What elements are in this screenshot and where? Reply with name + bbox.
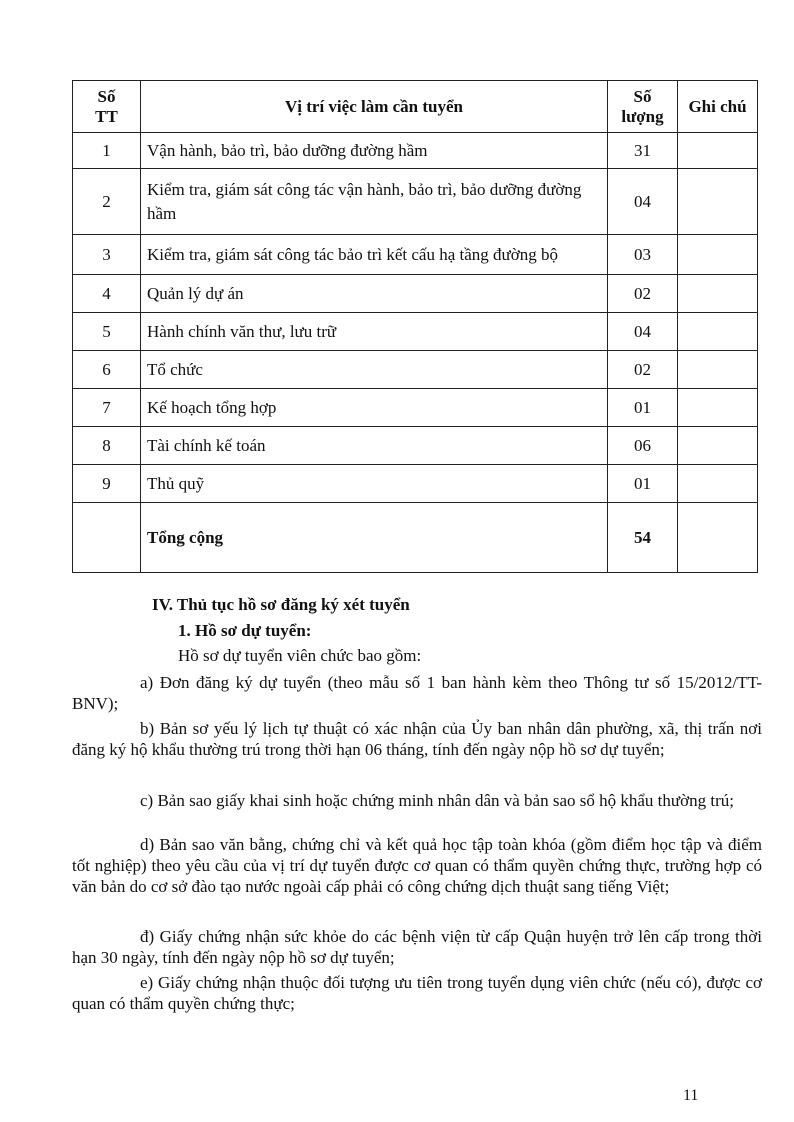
row-position: Kiểm tra, giám sát công tác bảo trì kết cấu hạ tầng đường bộ [141,235,608,275]
row-note [678,313,758,351]
paragraph-c: c) Bản sao giấy khai sinh hoặc chứng minh nhân dân và bản sao sổ hộ khẩu thường trú; [140,791,734,810]
row-stt: 2 [73,169,141,235]
header-stt [73,81,141,133]
row-position: Hành chính văn thư, lưu trữ [141,313,608,351]
total-stt [73,503,141,573]
row-note [678,275,758,313]
row-quantity: 01 [608,389,678,427]
table-total-row [73,503,758,573]
table-row [73,389,758,427]
row-note [678,169,758,235]
row-position: Quản lý dự án [141,275,608,313]
row-note [678,465,758,503]
row-stt: 5 [73,313,141,351]
header-stt-line1: Số [97,86,116,106]
table-row [73,427,758,465]
row-position: Tài chính kế toán [141,427,608,465]
row-quantity: 02 [608,351,678,389]
section-heading: IV. Thủ tục hồ sơ đăng ký xét tuyển [152,595,410,614]
row-stt: 7 [73,389,141,427]
row-position: Kế hoạch tổng hợp [141,389,608,427]
row-quantity: 31 [608,133,678,169]
table-row [73,235,758,275]
header-note: Ghi chú [678,81,758,133]
row-note [678,235,758,275]
row-quantity: 03 [608,235,678,275]
table-row [73,465,758,503]
row-quantity: 06 [608,427,678,465]
row-position: Thủ quỹ [141,465,608,503]
row-quantity: 02 [608,275,678,313]
table-row [73,313,758,351]
row-position: Vận hành, bảo trì, bảo dưỡng đường hầm [141,133,608,169]
paragraph-e: e) Giấy chứng nhận thuộc đối tượng ưu tiên trong tuyển dụng viên chức (nếu có), được cơ quan có thẩm quyền chứng thực; [72,973,762,1013]
total-label: Tổng cộng [141,503,608,573]
paragraph-a: a) Đơn đăng ký dự tuyển (theo mẫu số 1 ban hành kèm theo Thông tư số 15/2012/TT- BNV); [72,673,762,713]
header-quantity-line2: lượng [621,106,664,126]
row-stt: 6 [73,351,141,389]
table-row [73,133,758,169]
page-number: 11 [683,1087,699,1104]
row-note [678,351,758,389]
row-quantity: 04 [608,313,678,351]
row-stt: 3 [73,235,141,275]
table-header-row [73,81,758,133]
row-quantity: 04 [608,169,678,235]
row-position: Tổ chức [141,351,608,389]
header-position: Vị trí việc làm cần tuyển [141,81,608,133]
row-quantity: 01 [608,465,678,503]
section-subheading: 1. Hồ sơ dự tuyển: [178,621,312,640]
table-row [73,169,758,235]
recruitment-table [72,80,758,573]
header-stt-line2: TT [95,106,118,126]
table-row [73,351,758,389]
row-note [678,427,758,465]
row-stt: 4 [73,275,141,313]
row-position: Kiểm tra, giám sát công tác vận hành, bảo trì, bảo dưỡng đường hầm [141,169,608,235]
header-quantity-line1: Số [633,86,652,106]
header-quantity [608,81,678,133]
paragraph-b: b) Bản sơ yếu lý lịch tự thuật có xác nhận của Ủy ban nhân dân phường, xã, thị trấn nơi đăng ký hộ khẩu thường trú trong thời hạn 06 tháng, tính đến ngày nộp hồ sơ dự tuyển; [72,719,762,759]
row-stt: 8 [73,427,141,465]
row-note [678,389,758,427]
table-row [73,275,758,313]
row-note [678,133,758,169]
row-stt: 9 [73,465,141,503]
total-note [678,503,758,573]
row-stt: 1 [73,133,141,169]
total-quantity: 54 [608,503,678,573]
paragraph-d: d) Bản sao văn bằng, chứng chỉ và kết quả học tập toàn khóa (gồm điểm học tập và điểm tốt nghiệp) theo yêu cầu của vị trí dự tuyển được cơ quan có thẩm quyền chứng thực, trường hợp có văn bản do cơ sở đào tạo nước ngoài cấp phải có công chứng dịch thuật sang tiếng Việt; [72,835,762,896]
paragraph-dd: đ) Giấy chứng nhận sức khỏe do các bệnh viện từ cấp Quận huyện trở lên cấp trong thời hạn 30 ngày, tính đến ngày nộp hồ sơ dự tuyển; [72,927,762,967]
section-intro: Hồ sơ dự tuyển viên chức bao gồm: [178,646,422,665]
